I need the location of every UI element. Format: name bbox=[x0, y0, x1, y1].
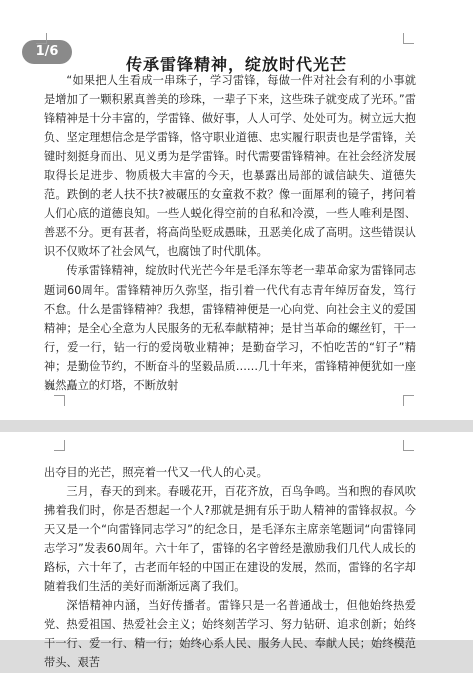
paragraph: 深悟精神内涵，当好传播者。雷锋只是一名普通战士，但他始终热爱党、热爱祖国、热爱社会主义；始终刻苦学习、努力钻研、追求创新；始终干一行、爱一行、精一行；始终心系人民、服务人民、奉献人民；始终模范带头、艰苦 bbox=[44, 599, 416, 670]
page-indicator-badge[interactable]: 1/6 bbox=[22, 40, 72, 64]
document-page-2 bbox=[0, 432, 473, 670]
paragraph: “如果把人生看成一串珠子，学习雷锋，每做一件对社会有利的小事就是增加了一颗积累真善美的珍珠，一辈子下来，这些珠子就变成了光环。”雷锋精神是十分丰富的，学雷锋、做好事，人人可学、处处可为。树立远大抱负、坚定理想信念是学雷锋，恪守职业道德、忠实履行职责也是学雷锋，关键时刻挺身而出、见义勇为是学雷锋。时代需要雷锋精神。在社会经济发展取得长足进步、物质极大丰富的今天，也暴露出局部的诚信缺失、道德失范。跌倒的老人扶不扶?被碾压的女童救不救？像一面犀利的镜子，拷问着人们心底的道德良知。一些人蜕化得空前的自私和冷漠，一些人唯利是图、善恶不分。更有甚者，将高尚坠贬成愚昧，丑恶美化成了高明。这些错误认识不仅败坏了社会风气，也腐蚀了时代肌体。 bbox=[44, 74, 416, 259]
page-1-body bbox=[44, 71, 416, 395]
paragraph: 三月，春天的到来。春暖花开，百花齐放，百鸟争鸣。当和煦的春风吹拂着我们时，你是否想起一个人?那就是拥有乐于助人精神的雷锋叔叔。今天又是一个“向雷锋同志学习”的纪念日，是毛泽东主席亲笔题词“向雷锋同志学习”发表60周年。六十年了，雷锋的名字曾经是激励我们几代人成长的路标，六十年了，古老而年轻的中国正在建设的发展，然而，雷锋的名字却随着我们生活的美好而渐渐远离了我们。 bbox=[44, 485, 416, 594]
margin-corner-top-right bbox=[403, 440, 414, 451]
page-2-body bbox=[44, 463, 416, 673]
paragraph: 出夺目的光芒，照亮着一代又一代人的心灵。 bbox=[44, 466, 268, 479]
margin-corner-top-right bbox=[403, 33, 414, 44]
margin-corner-top-left bbox=[36, 33, 47, 44]
margin-corner-bottom-right bbox=[403, 395, 414, 406]
document-title: 传承雷锋精神，绽放时代光芒 bbox=[125, 55, 347, 74]
margin-corner-bottom-left bbox=[54, 395, 65, 406]
margin-corner-top-left bbox=[54, 440, 65, 451]
paragraph: 传承雷锋精神，绽放时代光芒今年是毛泽东等老一辈革命家为雷锋同志题词60周年。雷锋精神历久弥坚，指引着一代代有志青年绰厉奋发，笃行不怠。什么是雷锋精神？我想，雷锋精神便是一心向党、向社会主义的爱国精神；是全心全意为人民服务的无私奉献精神；是甘当革命的螺丝钉，干一行，爱一行，钻一行的爱岗敬业精神；是勤奋学习，不怕吃苦的“钉子”精神；是勤俭节约，不断奋斗的坚毅品质……几十年来，雷锋精神便犹如一座巍然矗立的灯塔，不断放射 bbox=[44, 264, 416, 392]
